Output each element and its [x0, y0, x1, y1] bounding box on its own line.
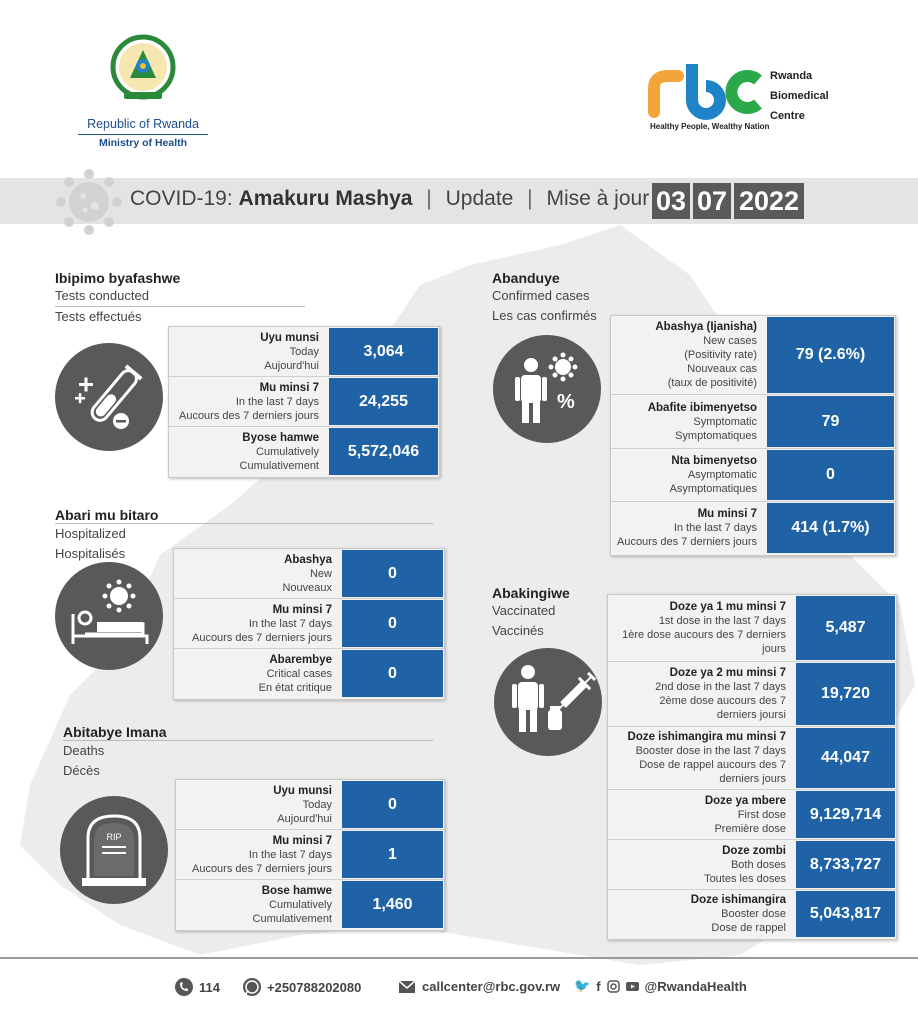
row-value: 5,572,046: [329, 428, 438, 475]
vaccinated-sub-en: Vaccinated: [492, 603, 556, 618]
table-row: [169, 377, 439, 427]
banner-prefix: COVID-19:: [130, 187, 233, 210]
vaccinated-icon-circle: [494, 648, 602, 756]
row-fr: Aucours des 7 derniers jours: [191, 631, 332, 644]
cases-sub-fr: Les cas confirmés: [492, 308, 597, 323]
row-value: 9,129,714: [796, 791, 895, 838]
rbc-tagline: Healthy People, Wealthy Nation: [650, 122, 770, 131]
table-row: [169, 427, 439, 476]
row-value: 24,255: [329, 378, 438, 425]
row-fr: Aucours des 7 derniers jours: [191, 862, 332, 875]
row-en: Critical cases: [266, 667, 332, 680]
tombstone-icon: [60, 796, 168, 904]
row-value: 44,047: [796, 728, 895, 788]
row-title: Abashya (Ijanisha): [655, 321, 757, 333]
row-line: Symptomatic: [693, 415, 757, 428]
table-row: [611, 502, 895, 554]
tests-sub-en: Tests conducted: [55, 286, 305, 307]
vaccinated-sub-fr: Vaccinés: [492, 623, 544, 638]
hospitalized-icon-circle: [55, 562, 163, 670]
row-line: Toutes les doses: [704, 872, 786, 885]
row-title: Uyu munsi: [260, 331, 319, 344]
row-fr: En état critique: [258, 681, 332, 694]
row-line: jours: [762, 643, 786, 655]
test-tube-icon: [55, 343, 163, 451]
cases-icon-circle: [493, 335, 601, 443]
row-title: Doze ya 1 mu minsi 7: [669, 601, 786, 613]
row-title: Mu minsi 7: [697, 508, 757, 520]
row-value: 0: [342, 550, 443, 597]
table-row: [174, 649, 444, 698]
row-en: Cumulatively: [256, 445, 319, 458]
row-title: Abashya: [284, 553, 332, 566]
row-line: (Positivity rate): [684, 349, 757, 361]
row-value: 79: [767, 396, 894, 447]
table-row: [608, 790, 896, 840]
row-value: 3,064: [329, 328, 438, 375]
table-row: [608, 662, 896, 727]
row-title: Bose hamwe: [261, 884, 332, 897]
row-title: Nta bimenyetso: [671, 455, 757, 467]
row-line: Première dose: [714, 822, 786, 835]
row-value: 19,720: [796, 663, 895, 725]
table-row: [608, 595, 896, 662]
row-line: In the last 7 days: [673, 522, 757, 534]
person-syringe-icon: [494, 648, 602, 756]
email-icon: [398, 978, 416, 994]
row-fr: Nouveaux: [282, 581, 332, 594]
row-line: 2ème dose aucours des 7: [659, 695, 786, 707]
row-line: derniers jours: [719, 773, 786, 785]
row-line: (taux de positivité): [667, 377, 757, 389]
banner-update: Update: [445, 187, 514, 210]
table-row: [608, 840, 896, 890]
tests-title: Ibipimo byafashwe: [55, 270, 181, 286]
table-row: [611, 316, 895, 395]
phone-icon: [175, 978, 193, 996]
banner-separator: |: [527, 187, 533, 210]
row-title: Abarembye: [269, 653, 332, 666]
deaths-card: [175, 779, 445, 931]
row-value: 1: [342, 831, 443, 878]
table-row: [174, 599, 444, 649]
ministry-label: Ministry of Health: [78, 134, 208, 149]
row-line: Both doses: [730, 858, 786, 871]
cases-sub-en: Confirmed cases: [492, 288, 590, 303]
tests-card: [168, 326, 440, 478]
instagram-icon: [607, 980, 620, 993]
row-value: 0: [342, 650, 443, 697]
row-value: 414 (1.7%): [767, 503, 894, 553]
row-en: Today: [302, 798, 332, 811]
row-en: Today: [289, 345, 319, 358]
rbc-logo: [648, 60, 858, 140]
row-fr: Cumulativement: [239, 459, 319, 472]
row-fr: Cumulativement: [252, 912, 332, 925]
row-fr: Aujourd'hui: [277, 812, 332, 825]
tests-icon-circle: [55, 343, 163, 451]
hospital-bed-icon: [55, 562, 163, 670]
hospitalized-title: Abari mu bitaro: [55, 507, 433, 524]
row-line: Booster dose in the last 7 days: [635, 745, 786, 757]
table-row: [611, 395, 895, 449]
row-value: 5,043,817: [796, 891, 895, 937]
row-value: 79 (2.6%): [767, 317, 894, 393]
virus-icon: [55, 168, 123, 236]
row-en: New: [309, 567, 332, 580]
row-line: Dose de rappel aucours des 7: [639, 759, 786, 771]
table-row: [608, 890, 896, 938]
ministry-logo: [78, 32, 208, 149]
email-item[interactable]: [398, 978, 560, 994]
row-value: 8,733,727: [796, 841, 895, 888]
percent-label: %: [557, 391, 575, 413]
rbc-name-line1: Rwanda: [770, 70, 813, 82]
person-virus-icon: [493, 335, 601, 443]
row-title: Uyu munsi: [273, 784, 332, 797]
row-title: Doze ishimangira mu minsi 7: [627, 731, 786, 743]
rbc-name-line3: Centre: [770, 110, 805, 122]
banner-title: Amakuru Mashya: [238, 187, 413, 210]
table-row: [608, 727, 896, 790]
cases-card: [610, 315, 896, 556]
date-month: 07: [693, 183, 731, 219]
row-en: In the last 7 days: [248, 848, 332, 861]
table-row: [611, 449, 895, 502]
row-line: 2nd dose in the last 7 days: [655, 681, 786, 693]
row-title: Doze ya 2 mu minsi 7: [669, 667, 786, 679]
whatsapp-icon: [243, 978, 261, 996]
social-item[interactable]: [574, 978, 747, 994]
row-title: Mu minsi 7: [272, 603, 332, 616]
social-handle: @RwandaHealth: [644, 978, 747, 994]
whatsapp-item[interactable]: [243, 978, 361, 996]
row-line: Aucours des 7 derniers jours: [616, 536, 757, 548]
email-address: callcenter@rbc.gov.rw: [422, 978, 561, 994]
cases-heading: [492, 270, 612, 326]
row-value: 5,487: [796, 596, 895, 660]
tomb-label: RIP: [106, 832, 122, 842]
row-en: In the last 7 days: [248, 617, 332, 630]
footer-divider: [0, 957, 918, 959]
row-title: Doze ya mbere: [704, 794, 786, 807]
republic-label: Republic of Rwanda: [87, 117, 199, 131]
row-title: Abafite ibimenyetso: [647, 401, 757, 414]
hotline-item[interactable]: [175, 978, 220, 996]
vaccinated-card: [607, 594, 897, 940]
rwanda-seal-icon: [110, 32, 176, 106]
rbc-name-line2: Biomedical: [770, 90, 829, 102]
tests-sub-fr: Tests effectués: [55, 309, 142, 324]
row-line: 1ère dose aucours des 7 derniers: [622, 629, 786, 641]
row-line: Booster dose: [721, 908, 786, 920]
date-day: 03: [652, 183, 690, 219]
facebook-icon: f: [596, 978, 601, 994]
row-line: New cases: [703, 335, 757, 347]
row-en: In the last 7 days: [235, 395, 319, 408]
whatsapp-number: +250788202080: [267, 979, 362, 995]
date-year: 2022: [734, 183, 804, 219]
row-line: Nouveaux cas: [687, 363, 757, 375]
update-banner: [0, 178, 918, 224]
rbc-wordmark-icon: [648, 60, 768, 120]
table-row: [169, 327, 439, 377]
row-en: Cumulatively: [269, 898, 332, 911]
row-line: Asymptomatiques: [669, 483, 757, 495]
row-value: 1,460: [342, 881, 443, 928]
row-line: derniers joursi: [716, 709, 786, 721]
youtube-icon: [626, 980, 639, 993]
row-title: Mu minsi 7: [259, 381, 319, 394]
hospitalized-sub-fr: Hospitalisés: [55, 546, 126, 561]
banner-mise: Mise à jour: [546, 187, 650, 210]
row-fr: Aucours des 7 derniers jours: [178, 409, 319, 422]
hospitalized-sub-en: Hospitalized: [55, 526, 126, 541]
row-value: 0: [767, 450, 894, 500]
row-value: 0: [342, 600, 443, 647]
twitter-icon: 🐦: [574, 978, 591, 993]
table-row: [176, 880, 444, 929]
row-line: Symptomatiques: [675, 429, 757, 442]
deaths-title: Abitabye Imana: [63, 724, 433, 741]
vaccinated-title: Abakingiwe: [492, 585, 570, 601]
row-line: 1st dose in the last 7 days: [658, 615, 786, 627]
row-fr: Aujourd'hui: [264, 359, 319, 372]
deaths-sub-en: Deaths: [63, 743, 105, 758]
deaths-sub-fr: Décès: [63, 763, 100, 778]
row-title: Mu minsi 7: [272, 834, 332, 847]
table-row: [176, 780, 444, 830]
row-line: First dose: [737, 808, 786, 821]
cases-title: Abanduye: [492, 270, 560, 286]
row-line: Dose de rappel: [711, 922, 786, 934]
deaths-heading: [63, 724, 433, 781]
row-title: Doze zombi: [722, 844, 786, 857]
row-value: 0: [342, 781, 443, 828]
row-line: Asymptomatic: [687, 469, 757, 481]
hospitalized-card: [173, 548, 445, 700]
table-row: [176, 830, 444, 880]
hotline-number: 114: [199, 979, 220, 995]
vaccinated-heading: [492, 585, 612, 641]
row-title: Byose hamwe: [242, 431, 319, 444]
deaths-icon-circle: [60, 796, 168, 904]
row-title: Doze ishimangira: [690, 894, 786, 906]
table-row: [174, 549, 444, 599]
tests-heading: [55, 270, 305, 327]
banner-separator: |: [426, 187, 432, 210]
